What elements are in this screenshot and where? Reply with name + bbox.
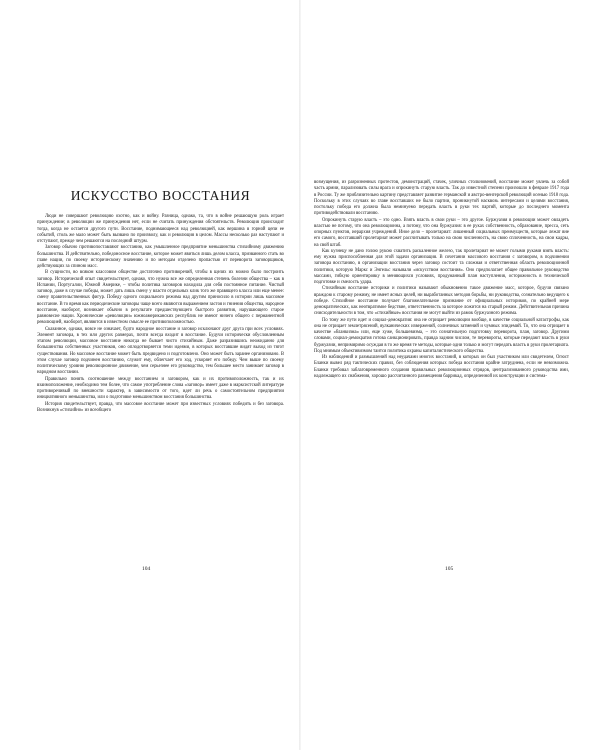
paragraph: Стихийным восстание историки и политики называют обыкновенно такое движение масс, которое, будучи связано враждою к старому режиму, не имеет ясных целей, ни выработанных методов борьбы, ни руководства, сознательно ведущего к победе. Стихийное восстание получает благожелательное признание от официальных историков, по крайней мере демократических, как неотвратимое бедствие, ответственность за которое ложится на старый режим. Действительная причина снисходительности в том, что «стихийные» восстания не могут выйти из рамок буржуазного режима.	[314, 286, 569, 317]
paragraph: Люди не совершают революцию охотно, как и войну. Разница, однако, та, что в войне решающую роль играет принуждение; в революции же принуждения нет, если не считать принуждения обстоятельств. Революция происходит тогда, когда не остается другого пути. Восстание, поднимающееся над революцией, как вершина в горной цепи ее событий, столь же мало может быть вызвано по произволу, как и революция в целом. Массы несколько раз наступают и отступают, прежде чем решаются на последний штурм.	[37, 214, 284, 244]
paragraph: История свидетельствует, правда, что массовое восстание может при известных условиях победить и без заговора. Возникнув «стихийно» из всеобщего	[37, 401, 284, 413]
paragraph: Правильно понять соотношение между восстанием и заговором, как и их противоположность, так и их взаимоположение, необходимо тем более, что самое употребление слова «заговор» имеет даже в марксистской литературе противоречивый по внешности характер, в зависимости от того, идет ли речь о самостоятельном предприятии инициативного меньшинства, или о подготовке меньшинством восстания большинства.	[37, 376, 284, 401]
paragraph: Как кузнецу не дано голою рукою схватить раскаленное железо, так пролетариат не может голыми руками взять власть: ему нужна приспособленная для этой задачи организация. В сочетании массового восстания с заговором, в подчинении заговора восстанию, в организации восстания через заговор состоит та сложная и ответственная область революционной политики, которую Маркс и Энгельс называли «искусством восстания». Оно предполагает общее правильное руководство массами, гибкую ориентировку в меняющихся условиях, продуманный план наступления, осторожность в технической подготовке и смелость удара.	[314, 248, 569, 285]
paragraph: Опрокинуть старую власть – это одно. Взять власть в свои руки – это другое. Буржуазия в революции может овладеть властью не потому, что она революционна, а потому, что она буржуазия: в ее руках собственность, образование, пресса, сеть опорных пунктов, иерархия учреждений. Иное дело – пролетариат: лишенный социальных преимуществ, которые лежат вне его самого, восставший пролетариат может рассчитывать только на свою численность, на свою сплоченность, на свои кадры, на свой штаб.	[314, 217, 569, 248]
chapter-title: ИСКУССТВО ВОССТАНИЯ	[70, 188, 251, 203]
paragraph: По тому же пути идет и социал-демократия: она не отрицает революции вообще, в качестве социальной катастрофы, как она не отрицает землетрясений, вулканических извержений, солнечных затмений и чумных эпидемий. То, что она отрицает в качестве «бланкизма» или, еще хуже, большевизма, – это сознательную подготовку переворота, план, заговор. Другими словами, социал-демократия готова санкционировать, правда задним числом, те перевороты, которые передают власть в руки буржуазии, непримиримо осуждая в то же время те методы, которые одни только и могут передать власть в руки пролетариата. Под мнимым объективизмом таится политика охраны капиталистического общества.	[314, 317, 569, 354]
paragraph: Сказанное, однако, вовсе не означает, будто народное восстание и заговор исключают друг друга при всех условиях. Элемент заговора, в тех или других размерах, почти всегда входит в восстание. Будучи исторически обусловленным этапом революции, массовое восстание никогда не бывает чисто стихийным. Даже разразившись неожиданно для большинства собственных участников, оно оплодотворяется теми идеями, в которых восставшие видят выход из тягот существования. Но массовое восстание может быть предвидено и подготовлено. Оно может быть заранее организовано. В этом случае заговор подчинен восстанию, служит ему, облегчает его ход, ускоряет его победу. Чем выше по своему политическому уровню революционное движение, чем серьезнее его руководство, тем большее место занимает заговор в народном восстании.	[37, 326, 284, 376]
page-number: 105	[445, 566, 454, 572]
paragraph: В сущности, во всяком классовом обществе достаточно противоречий, чтобы в щелях их можно было построить заговор. Исторический опыт свидетельствует, однако, что нужна все же определенная степень болезни общества – как в Испании, Португалии, Южной Америке, – чтобы политика заговоров находила для себя постоянное питание. Чистый заговор, даже в случае победы, может дать лишь смену у власти отдельных клик того же правящего класса или еще менее: смену правительственных фигур. Победу одного социального режима над другим приносило в истории лишь массовое восстание. В то время как периодические заговоры чаще всего являются выражением застоя и гниения общества, народное восстание, наоборот, возникает обычно в результате предшествующего быстрого развития, нарушающего старое равновесие нации. Хронические «революции» южноамериканских республик не имеют ничего общего с перманентной революцией, наоборот, являются в известном смысле ее противоположностью.	[37, 270, 284, 326]
page-number: 104	[142, 566, 151, 572]
paragraph: возмущения, из разрозненных протестов, демонстраций, стачек, уличных столкновений, восстание может увлечь за собой часть армии, парализовать силы врага и опрокинуть старую власть. Так до известной степени произошло в феврале 1917 года в России. Ту же приблизительно картину представляет развитие германской и австро-венгерской революций осенью 1918 года. Поскольку в этих случаях во главе восставших не было партии, проникнутой насквозь интересами и целями восстания, постольку победа его должна была неминуемо передать власть в руки тех партий, которые до последнего момента противодействовали восстанию.	[314, 180, 569, 217]
right-page	[300, 0, 600, 750]
paragraph: Заговор обычно противопоставляют восстанию, как умышленное предприятие меньшинства стихийному движению большинства. И действительно, победоносное восстание, которое может явиться лишь делом класса, призванного стать во главе нации, по своему историческому значению и по методам отделено пропастью от переворота заговорщиков, действующих за спиною масс.	[37, 245, 284, 269]
paragraph: Из наблюдений и размышлений над неудачами многих восстаний, в которых он был участником или свидетелем, Огюст Бланки вывел ряд тактических правил, без соблюдения которых победа восстания крайне затруднена, если не невозможна. Бланки требовал заблаговременного создания правильных революционных отрядов, централизованного руководства ими, надлежащего их снабжения, хорошо рассчитанного размещения баррикад, определенной их конструкции и система-	[314, 355, 569, 379]
